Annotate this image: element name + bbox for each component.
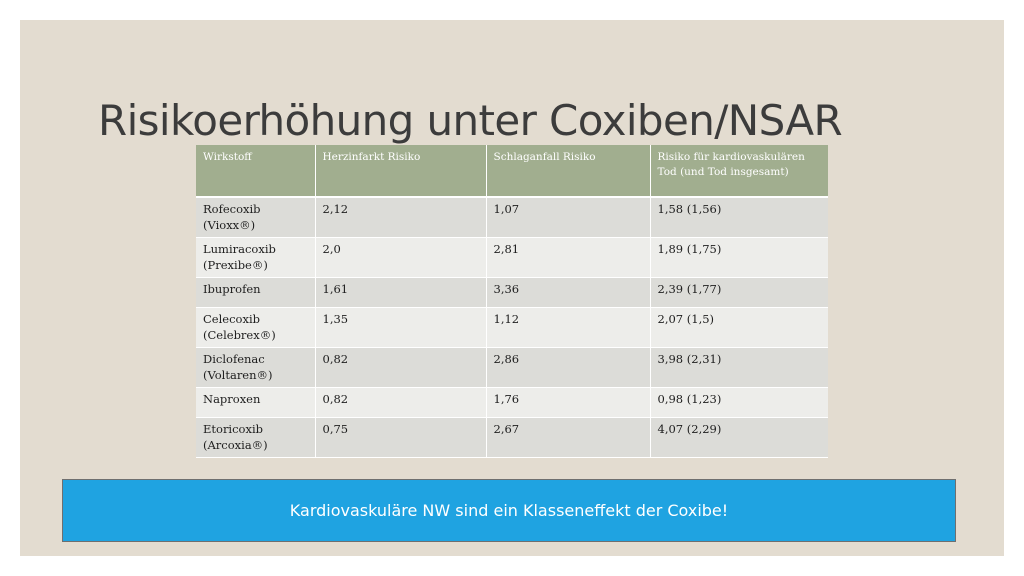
table-row — [196, 197, 828, 237]
header-wirkstoff: Wirkstoff — [196, 145, 315, 197]
cell-schlaganfall: 2,86 — [486, 347, 650, 387]
table-row — [196, 307, 828, 347]
callout-text: Kardiovaskuläre NW sind ein Klasseneffekt der Coxibe! — [289, 501, 729, 520]
risk-table — [196, 145, 828, 458]
table-row — [196, 347, 828, 387]
cell-herzinfarkt: 2,12 — [315, 197, 486, 237]
table-row — [196, 237, 828, 277]
cell-tod: 2,39 (1,77) — [650, 277, 828, 307]
cell-drug: Etoricoxib (Arcoxia®) — [196, 417, 315, 457]
cell-drug: Lumiracoxib (Prexibe®) — [196, 237, 315, 277]
cell-schlaganfall: 1,07 — [486, 197, 650, 237]
cell-herzinfarkt: 0,75 — [315, 417, 486, 457]
callout-box — [62, 479, 956, 542]
cell-tod: 3,98 (2,31) — [650, 347, 828, 387]
cell-drug: Diclofenac (Voltaren®) — [196, 347, 315, 387]
header-kardiovaskulaerer-tod: Risiko für kardiovaskulären Tod (und Tod insgesamt) — [650, 145, 828, 197]
cell-schlaganfall: 3,36 — [486, 277, 650, 307]
slide — [20, 20, 1004, 556]
cell-drug: Naproxen — [196, 387, 315, 417]
cell-drug: Rofecoxib (Vioxx®) — [196, 197, 315, 237]
cell-tod: 0,98 (1,23) — [650, 387, 828, 417]
table-row — [196, 277, 828, 307]
cell-schlaganfall: 2,67 — [486, 417, 650, 457]
table-row — [196, 387, 828, 417]
slide-title: Risikoerhöhung unter Coxiben/NSAR — [98, 96, 843, 145]
cell-herzinfarkt: 1,35 — [315, 307, 486, 347]
cell-tod: 4,07 (2,29) — [650, 417, 828, 457]
cell-herzinfarkt: 0,82 — [315, 347, 486, 387]
cell-tod: 2,07 (1,5) — [650, 307, 828, 347]
cell-schlaganfall: 1,76 — [486, 387, 650, 417]
header-herzinfarkt: Herzinfarkt Risiko — [315, 145, 486, 197]
table-row — [196, 417, 828, 457]
cell-herzinfarkt: 0,82 — [315, 387, 486, 417]
cell-schlaganfall: 1,12 — [486, 307, 650, 347]
cell-drug: Celecoxib (Celebrex®) — [196, 307, 315, 347]
cell-tod: 1,58 (1,56) — [650, 197, 828, 237]
cell-drug: Ibuprofen — [196, 277, 315, 307]
cell-herzinfarkt: 2,0 — [315, 237, 486, 277]
cell-herzinfarkt: 1,61 — [315, 277, 486, 307]
cell-schlaganfall: 2,81 — [486, 237, 650, 277]
header-schlaganfall: Schlaganfall Risiko — [486, 145, 650, 197]
cell-tod: 1,89 (1,75) — [650, 237, 828, 277]
table-header-row — [196, 145, 828, 197]
